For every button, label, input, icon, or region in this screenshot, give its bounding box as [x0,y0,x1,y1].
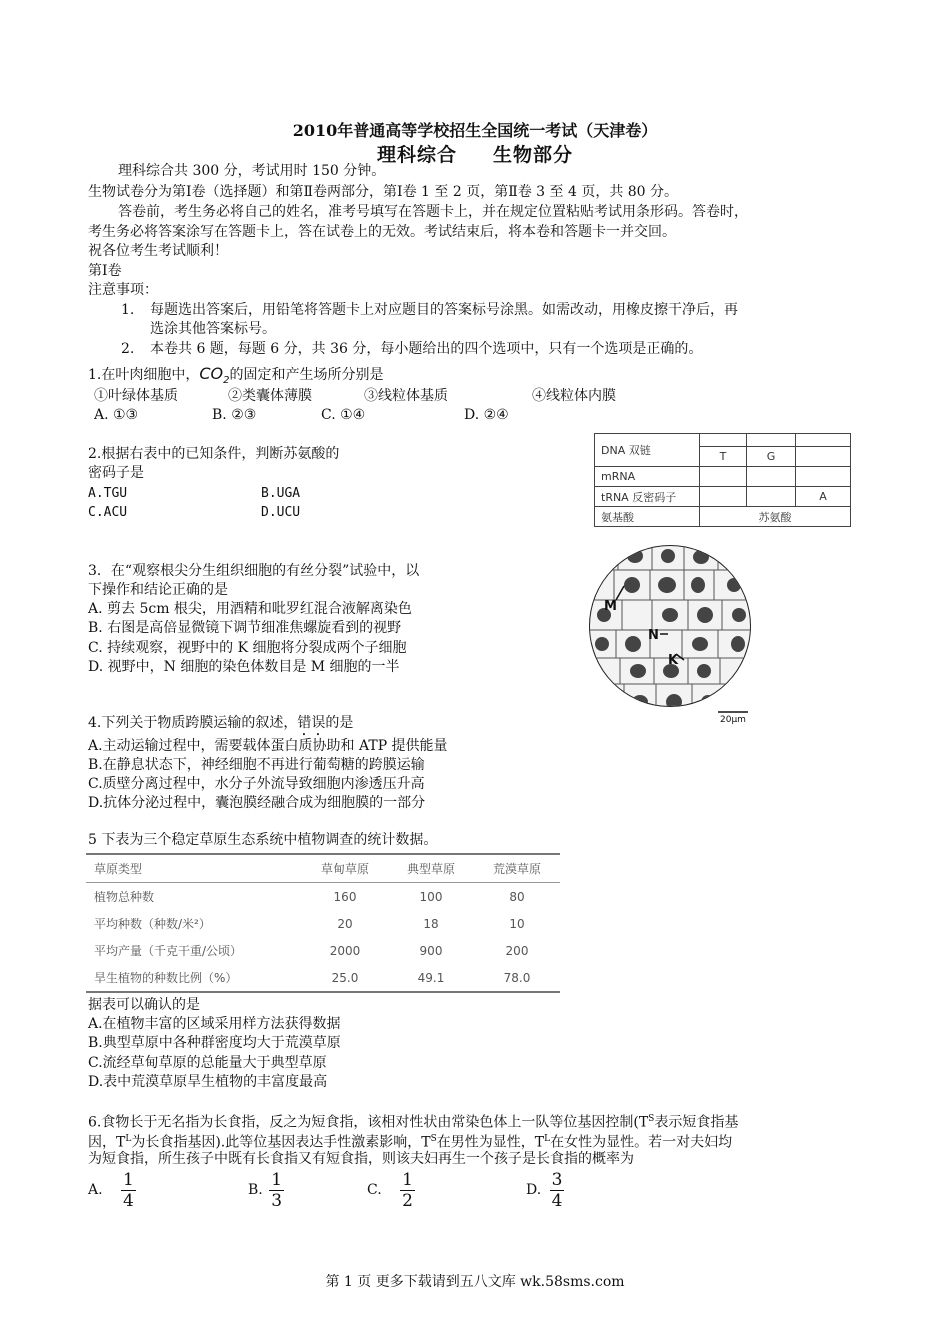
q4-emphasis: 错误 [297,715,326,731]
q1-item: ④线粒体内膜 [532,388,616,404]
codon-cell: A [796,487,851,507]
codon-cell: tRNA 反密码子 [595,487,700,507]
q3-option: C. 持续观察，视野中的 K 细胞将分裂成两个子细胞 [88,640,407,656]
q4-option: A.主动运输过程中，需要载体蛋白质协助和 ATP 提供能量 [88,738,448,754]
intro-line: 祝各位考生考试顺利！ [88,243,228,259]
subtitle-left: 理科综合 [376,144,457,166]
intro-line: 理科综合共 300 分，考试用时 150 分钟。 [118,163,386,179]
q5-option: B.典型草原中各种群密度均大于荒漠草原 [88,1035,341,1051]
grass-header: 草甸草原 [302,854,388,883]
grass-cell: 18 [423,916,439,931]
notes-heading: 注意事项： [88,282,158,298]
q1-option: C. ①④ [321,407,366,423]
q6-option: D. $\frac{3}{4}$ [526,1170,563,1211]
grassland-table [86,853,560,993]
q2-option: D.UCU [261,505,301,520]
q4-stem: 4.下列关于物质跨膜运输的叙述，错误的是 [88,715,354,731]
q1-item: ②类囊体薄膜 [228,388,312,404]
q3-option: B. 右图是高倍显微镜下调节细准焦螺旋看到的视野 [88,620,402,636]
q1-option: B. ②③ [212,407,257,423]
intro-line: 考生务必将答案涂写在答题卡上，答在试卷上的无效。考试结束后，将本卷和答题卡一并交回。 [88,224,676,240]
q4-option: D.抗体分泌过程中，囊泡膜经融合成为细胞膜的一部分 [88,795,426,811]
grass-header: 草原类型 [86,854,302,883]
microscope-figure [588,542,763,724]
q1-stem: 1.在叶肉细胞中，$CO_2$的固定和产生场所分别是 [88,364,384,387]
q1-item: ①叶绿体基质 [94,388,178,404]
scale-label: 20μm [720,715,746,724]
codon-table [594,433,851,527]
intro-line: 生物试卷分为第Ⅰ卷（选择题）和第Ⅱ卷两部分，第Ⅰ卷 1 至 2 页，第Ⅱ卷 3 至 4 页，共 80 分。 [88,184,679,200]
note-text: 每题选出答案后，用铅笔将答题卡上对应题目的答案标号涂黑。如需改动，用橡皮擦干净后，再 [150,302,738,318]
q6-stem: 因，$T^L$为长食指基因).此等位基因表达手性激素影响，$T^S$在男性为显性，$T^L$在女性为显性。若一对夫妇均 [88,1134,733,1151]
codon-cell: T [700,447,747,467]
q3-stem: 3．在“观察根尖分生组织细胞的有丝分裂”试验中，以 [88,563,420,579]
label-n: N [648,628,659,643]
note-text: 本卷共 6 题，每题 6 分，共 36 分，每小题给出的四个选项中，只有一个选项是正确的。 [150,341,703,357]
note-number: 2. [121,341,135,357]
grass-cell: 旱生植物的种数比例（%） [86,964,302,992]
q3-stem: 下操作和结论正确的是 [88,582,228,598]
codon-cell: 苏氨酸 [700,507,851,527]
grass-cell: 100 [419,889,443,904]
grass-cell: 10 [509,916,525,931]
q6-option: A. $\frac{1}{4}$ [88,1170,134,1211]
q4-option: B.在静息状态下，神经细胞不再进行葡萄糖的跨膜运输 [88,757,425,773]
q5-option: C.流经草甸草原的总能量大于典型草原 [88,1055,327,1071]
grass-cell: 900 [419,943,443,958]
subtitle-right: 生物部分 [493,144,574,166]
intro-line: 答卷前，考生务必将自己的姓名，准考号填写在答题卡上，并在规定位置粘贴考试用条形码。答卷时， [118,204,748,220]
q2-option: A.TGU [88,486,128,501]
exam-title: 2010年普通高等学校招生全国统一考试（天津卷） [292,121,658,140]
codon-cell: mRNA [595,467,700,487]
q4-option: C.质壁分离过程中，水分子外流导致细胞内渗透压升高 [88,776,425,792]
grass-cell: 平均产量（千克干重/公顷） [94,944,243,958]
q5-option: A.在植物丰富的区域采用样方法获得数据 [88,1016,341,1032]
q5-stem: 5 下表为三个稳定草原生态系统中植物调查的统计数据。 [88,832,438,848]
q1-option: A. ①③ [94,407,139,423]
label-k: K [668,653,679,668]
page-footer: 第 1 页 更多下载请到五八文库 wk.58sms.com [325,1274,625,1290]
q5-stem: 据表可以确认的是 [88,997,200,1013]
grass-cell: 78.0 [474,964,560,992]
q2-stem: 密码子是 [88,465,144,481]
q2-option: B.UGA [261,486,301,501]
codon-cell: 氨基酸 [595,507,700,527]
codon-cell: G [747,447,796,467]
grass-cell: 平均种数（种数/米²） [94,917,211,931]
grass-cell: 植物总种数 [94,890,155,904]
q3-option: A. 剪去 5cm 根尖，用酒精和吡罗红混合液解离染色 [88,601,412,617]
grass-cell: 80 [509,889,525,904]
label-m: M [604,599,617,614]
q6-option: B. $\frac{1}{3}$ [248,1170,283,1211]
q2-stem: 2.根据右表中的已知条件，判断苏氨酸的 [88,446,340,462]
grass-header: 荒漠草原 [474,854,560,883]
grass-cell: 2000 [329,943,361,958]
q6-option: C. $\frac{1}{2}$ [367,1170,413,1211]
grass-cell: 20 [337,916,353,931]
q3-option: D. 视野中，N 细胞的染色体数目是 M 细胞的一半 [88,659,400,675]
q6-stem: 为短食指，所生孩子中既有长食指又有短食指，则该夫妇再生一个孩子是长食指的概率为 [88,1151,634,1167]
grass-header: 典型草原 [388,854,474,883]
co2-formula: $CO_2$ [199,364,230,387]
section-heading: 第Ⅰ卷 [88,263,122,279]
grass-cell: 25.0 [302,964,388,992]
q1-option: D. ②④ [464,407,509,423]
note-number: 1. [121,302,135,318]
grass-cell: 160 [333,889,357,904]
codon-cell: DNA 双链 [595,434,700,467]
note-text: 选涂其他答案标号。 [150,321,276,337]
q6-stem: 6.食物长于无名指为长食指，反之为短食指，该相对性状由常染色体上一队等位基因控制($T^S$表示短食指基 [88,1114,739,1131]
grass-cell: 49.1 [388,964,474,992]
q5-option: D.表中荒漠草原旱生植物的丰富度最高 [88,1074,328,1090]
q2-option: C.ACU [88,505,128,520]
q1-item: ③线粒体基质 [364,388,448,404]
grass-cell: 200 [505,943,529,958]
